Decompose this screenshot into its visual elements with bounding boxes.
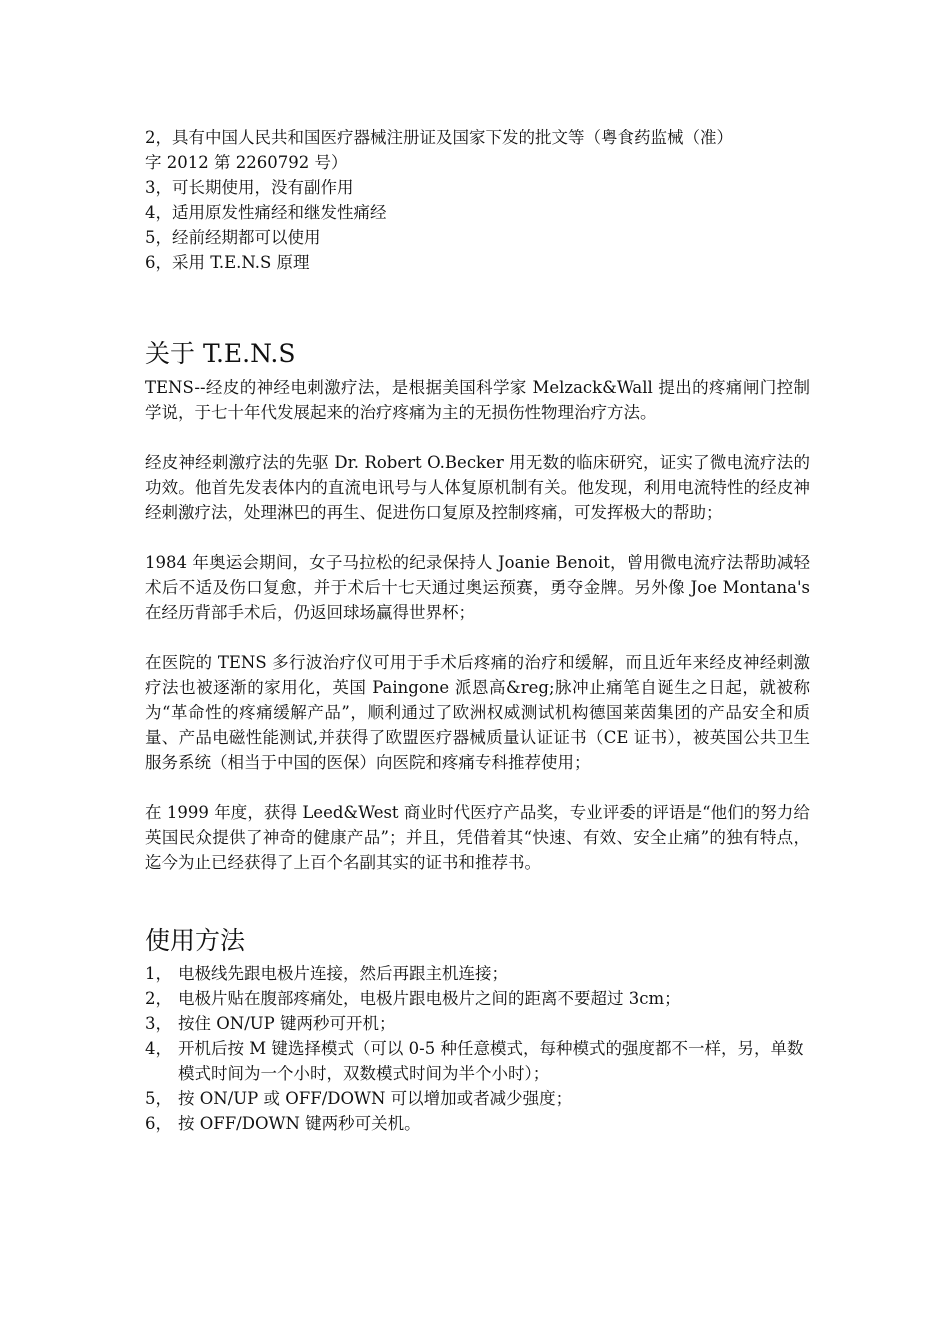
about-paragraph: TENS--经皮的神经电刺激疗法，是根据美国科学家 Melzack&Wall 提出的疼痛闸门控制学说，于七十年代发展起来的治疗疼痛为主的无损伤性物理治疗方法。 bbox=[145, 378, 810, 422]
step-text: 按 ON/UP 或 OFF/DOWN 可以增加或者减少强度； bbox=[178, 1089, 573, 1108]
about-paragraph: 在 1999 年度，获得 Leed&West 商业时代医疗产品奖，专业评委的评语是“他们的努力给英国民众提供了神奇的健康产品”；并且，凭借着其“快速、有效、安全止痛”的独有特点，迄今为止已经获得了上百个名副其实的证书和推荐书。 bbox=[145, 803, 810, 872]
step-text: 电极片贴在腹部疼痛处，电极片跟电极片之间的距离不要超过 3cm； bbox=[178, 989, 681, 1008]
feature-line: 5，经前经期都可以使用 bbox=[145, 228, 321, 247]
step-text: 开机后按 M 键选择模式（可以 0-5 种任意模式，每种模式的强度都不一样，另，单数模式时间为一个小时，双数模式时间为半个小时）； bbox=[178, 1039, 804, 1083]
about-section bbox=[145, 375, 810, 875]
feature-list bbox=[145, 125, 810, 275]
about-paragraph: 经皮神经刺激疗法的先驱 Dr. Robert O.Becker 用无数的临床研究，证实了微电流疗法的功效。他首先发表体内的直流电讯号与人体复原机制有关。他发现，利用电流特性的经皮神经刺激疗法，处理淋巴的再生、促进伤口复原及控制疼痛，可发挥极大的帮助； bbox=[145, 453, 810, 522]
usage-step bbox=[145, 1111, 810, 1136]
feature-line: 字 2012 第 2260792 号） bbox=[145, 153, 348, 172]
step-number: 3， bbox=[145, 1014, 172, 1033]
step-text: 按住 ON/UP 键两秒可开机； bbox=[178, 1014, 396, 1033]
step-text: 按 OFF/DOWN 键两秒可关机。 bbox=[178, 1114, 421, 1133]
step-number: 4， bbox=[145, 1039, 172, 1058]
usage-step bbox=[145, 986, 810, 1011]
step-number: 1， bbox=[145, 964, 172, 983]
step-number: 5， bbox=[145, 1089, 172, 1108]
feature-line: 2，具有中国人民共和国医疗器械注册证及国家下发的批文等（粤食药监械（准） bbox=[145, 128, 733, 147]
document-page bbox=[145, 125, 810, 1136]
about-paragraph: 1984 年奥运会期间，女子马拉松的纪录保持人 Joanie Benoit，曾用微电流疗法帮助减轻术后不适及伤口复愈，并于术后十七天通过奥运预赛，勇夺金牌。另外像 Joe Montana's 在经历背部手术后，仍返回球场赢得世界杯； bbox=[145, 553, 810, 622]
feature-line: 3，可长期使用，没有副作用 bbox=[145, 178, 354, 197]
feature-line: 6，采用 T.E.N.S 原理 bbox=[145, 253, 310, 272]
step-text: 电极线先跟电极片连接，然后再跟主机连接； bbox=[178, 964, 508, 983]
usage-steps bbox=[145, 961, 810, 1136]
usage-step bbox=[145, 1036, 810, 1086]
about-heading: 关于 T.E.N.S bbox=[145, 339, 296, 368]
usage-step bbox=[145, 961, 810, 986]
usage-step bbox=[145, 1011, 810, 1036]
step-number: 2， bbox=[145, 989, 172, 1008]
step-number: 6， bbox=[145, 1114, 172, 1133]
about-paragraph: 在医院的 TENS 多行波治疗仪可用于手术后疼痛的治疗和缓解，而且近年来经皮神经刺激疗法也被逐渐的家用化，英国 Paingone 派恩高&reg;脉冲止痛笔自诞生之日起，就被称为“革命性的疼痛缓解产品”，顺利通过了欧洲权威测试机构德国莱茵集团的产品安全和质量、产品电磁性能测试,并获得了欧盟医疗器械质量认证证书（CE 证书），被英国公共卫生服务系统（相当于中国的医保）向医院和疼痛专科推荐使用； bbox=[145, 653, 810, 772]
usage-step bbox=[145, 1086, 810, 1111]
feature-line: 4，适用原发性痛经和继发性痛经 bbox=[145, 203, 387, 222]
usage-heading: 使用方法 bbox=[145, 926, 246, 955]
